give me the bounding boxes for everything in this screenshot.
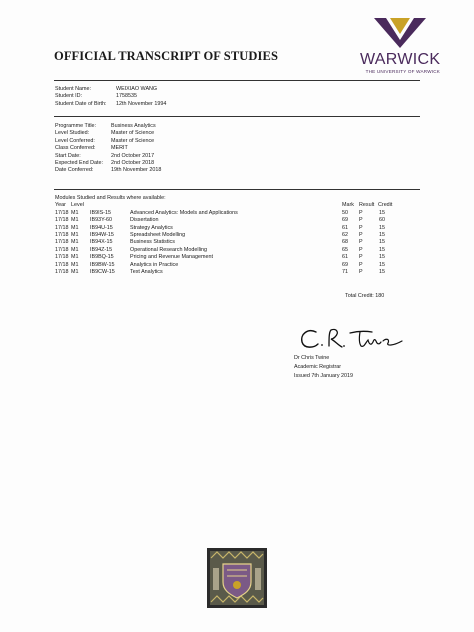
module-level: M1 [71, 246, 79, 253]
programme-label: Start Date: [55, 152, 81, 159]
module-credit: 15 [379, 261, 385, 268]
module-year: 17/18 [55, 268, 69, 275]
module-credit: 60 [379, 217, 385, 224]
module-result: P [359, 209, 363, 216]
module-year: 17/18 [55, 209, 69, 216]
module-credit: 15 [379, 239, 385, 246]
programme-label: Date Conferred: [55, 167, 94, 174]
signatory-name: Dr Chris Twine [294, 355, 330, 361]
module-row [55, 217, 415, 224]
module-result: P [359, 217, 363, 224]
module-result: P [359, 268, 363, 275]
module-level: M1 [71, 254, 79, 261]
module-credit: 15 [379, 209, 385, 216]
header-credit: Credit [378, 202, 393, 209]
module-row [55, 239, 415, 246]
module-title: Strategy Analytics [130, 224, 173, 231]
module-code: IB94W-15 [90, 231, 114, 238]
warwick-logo [360, 18, 440, 78]
module-row [55, 262, 415, 269]
student-dob: 12th November 1994 [116, 100, 167, 107]
security-seal [207, 548, 267, 608]
module-credit: 15 [379, 224, 385, 231]
module-result: P [359, 261, 363, 268]
module-title: Analytics in Practice [130, 261, 179, 268]
student-name: WEIXIAO WANG [116, 86, 158, 92]
module-level: M1 [71, 209, 79, 216]
module-mark: 65 [342, 246, 348, 253]
total-credit [345, 293, 384, 300]
header-year: Year [55, 202, 66, 209]
module-result: P [359, 231, 363, 238]
module-mark: 61 [342, 224, 348, 231]
module-code: IB94Z-15 [90, 246, 113, 253]
module-level: M1 [71, 239, 79, 246]
total-credit-value: 180 [375, 293, 385, 299]
programme-value: 19th November 2018 [111, 167, 162, 174]
module-rows [55, 210, 415, 277]
divider [54, 80, 420, 81]
programme-label: Expected End Date: [55, 159, 103, 166]
module-row [55, 232, 415, 239]
header-mark: Mark [342, 202, 354, 209]
programme-value: 2nd October 2017 [111, 152, 155, 159]
modules-intro: Modules Studied and Results where available: [55, 195, 166, 201]
module-row [55, 210, 415, 217]
module-title: Business Statistics [130, 239, 175, 246]
module-result: P [359, 224, 363, 231]
module-year: 17/18 [55, 261, 69, 268]
module-title: Dissertation [130, 217, 159, 224]
programme-value: Master of Science [111, 137, 155, 144]
registrar-signature [298, 326, 410, 357]
module-mark: 71 [342, 268, 348, 275]
module-mark: 50 [342, 209, 348, 216]
module-result: P [359, 239, 363, 246]
warwick-crest-icon [374, 18, 426, 48]
module-title: Pricing and Revenue Management [130, 254, 214, 261]
module-result: P [359, 254, 363, 261]
programme-value: Business Analytics [111, 123, 156, 129]
module-code: IB9BQ-15 [90, 254, 114, 261]
module-level: M1 [71, 261, 79, 268]
module-title: Advanced Analytics: Models and Applications [130, 209, 238, 216]
module-level: M1 [71, 217, 79, 224]
module-result: P [359, 246, 363, 253]
student-name-label: Student Name: [55, 86, 91, 92]
module-code: IB94U-15 [90, 224, 113, 231]
logo-wordmark: WARWICK [360, 51, 441, 68]
module-code: IB9BW-15 [90, 261, 115, 268]
module-code: IB9IS-15 [90, 209, 111, 216]
document-title: OFFICIAL TRANSCRIPT OF STUDIES [54, 49, 279, 63]
student-dob-label: Student Date of Birth: [55, 100, 107, 107]
module-row [55, 247, 415, 254]
module-row [55, 254, 415, 261]
module-credit: 15 [379, 231, 385, 238]
divider [54, 116, 420, 117]
student-id-label: Student ID: [55, 93, 82, 100]
module-year: 17/18 [55, 239, 69, 246]
modules-header-row [55, 202, 415, 209]
module-mark: 61 [342, 254, 348, 261]
module-title: Spreadsheet Modelling [130, 231, 186, 238]
module-code: IB93Y-60 [90, 217, 112, 224]
module-year: 17/18 [55, 217, 69, 224]
header-level: Level [71, 202, 84, 209]
total-credit-label: Total Credit: [345, 293, 374, 299]
modules-table [55, 195, 415, 276]
module-title: Text Analytics [130, 268, 163, 275]
module-credit: 15 [379, 254, 385, 261]
programme-label: Class Conferred: [55, 145, 96, 152]
module-row [55, 269, 415, 276]
programme-value: Master of Science [111, 130, 155, 137]
module-level: M1 [71, 224, 79, 231]
module-credit: 15 [379, 268, 385, 275]
module-row [55, 225, 415, 232]
module-year: 17/18 [55, 224, 69, 231]
student-id: 1758535 [116, 93, 137, 100]
header-result: Result [359, 202, 375, 209]
divider [54, 189, 420, 190]
programme-value: 2nd October 2018 [111, 159, 155, 166]
module-year: 17/18 [55, 254, 69, 261]
module-code: IB94X-15 [90, 239, 113, 246]
programme-value: MERIT [111, 145, 128, 152]
module-credit: 15 [379, 246, 385, 253]
module-mark: 68 [342, 239, 348, 246]
signatory-role: Academic Registrar [294, 364, 342, 370]
module-code: IB9CW-15 [90, 268, 115, 275]
signatory-block [294, 354, 353, 381]
module-mark: 69 [342, 217, 348, 224]
module-year: 17/18 [55, 231, 69, 238]
module-level: M1 [71, 268, 79, 275]
logo-subtitle: THE UNIVERSITY OF WARWICK [365, 69, 440, 74]
module-level: M1 [71, 231, 79, 238]
module-mark: 69 [342, 261, 348, 268]
programme-label: Level Studied: [55, 130, 90, 137]
issue-date: Issued 7th January 2019 [294, 373, 354, 379]
programme-label: Level Conferred: [55, 137, 95, 144]
module-title: Operational Research Modelling [130, 246, 208, 253]
module-year: 17/18 [55, 246, 69, 253]
module-mark: 62 [342, 231, 348, 238]
programme-label: Programme Title: [55, 123, 97, 129]
